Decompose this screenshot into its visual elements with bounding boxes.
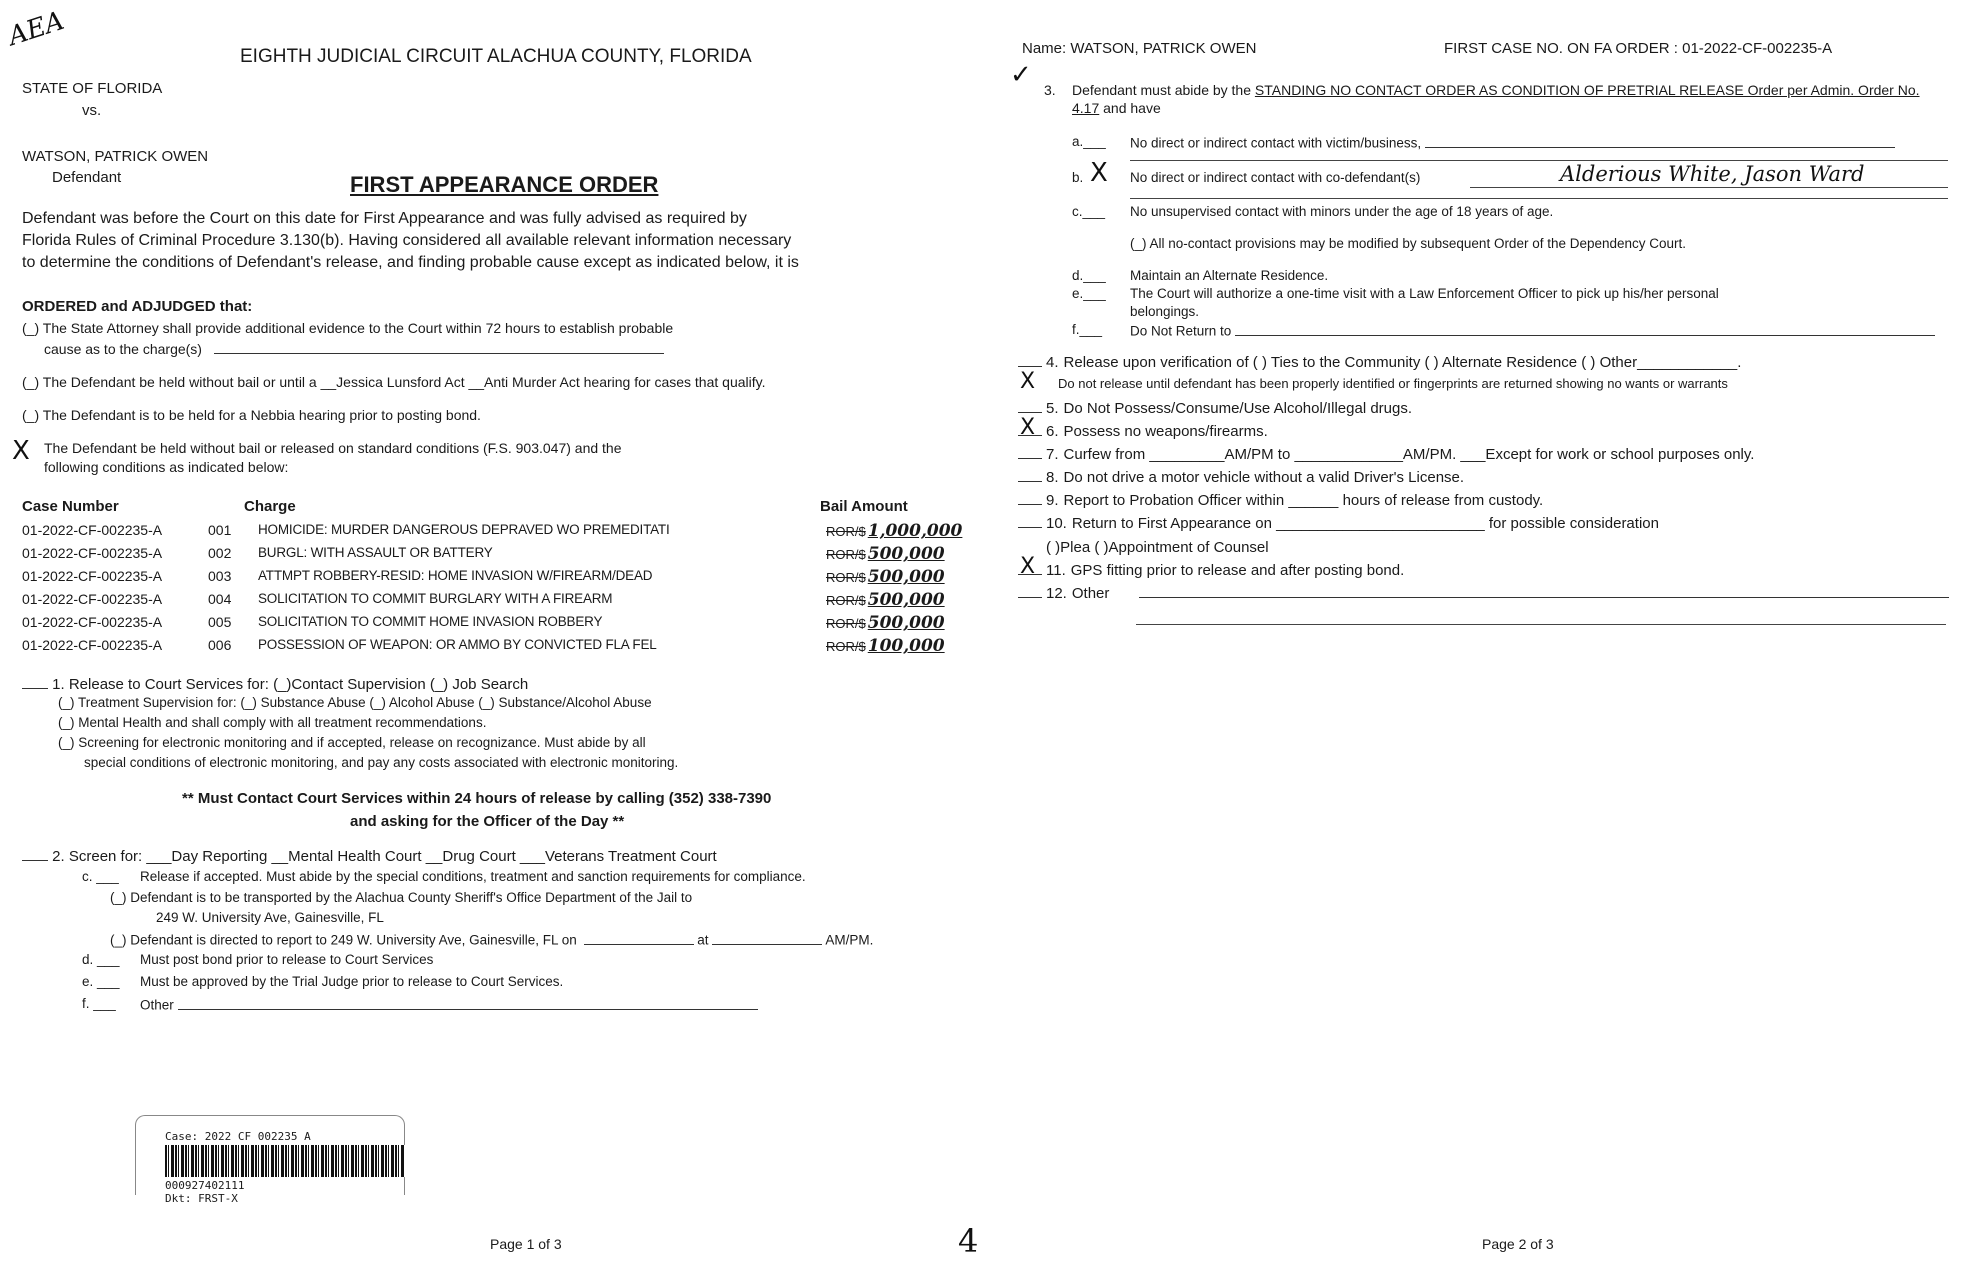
charge-description: POSSESSION OF WEAPON: OR AMMO BY CONVICTED FLA FEL: [258, 637, 657, 652]
bail-amount-handwritten[interactable]: 500,000: [867, 613, 945, 633]
item-1-title: 1. Release to Court Services for: (_)Contact Supervision (_) Job Search: [52, 676, 529, 693]
transport-line-2: 249 W. University Ave, Gainesville, FL: [156, 910, 384, 925]
ordered-item-2: [22, 374, 765, 390]
ordered-item-1-text: The State Attorney shall provide additional evidence to the Court within 72 hours to establish probable: [42, 320, 674, 336]
condition-number: 7.: [1046, 446, 1059, 463]
charge-count: 006: [208, 637, 232, 653]
condition-number: 11.: [1046, 562, 1066, 579]
bail-ror-prefix: ROR/$: [826, 593, 866, 608]
report-at-label: at: [697, 932, 709, 948]
condition-number: 12.: [1046, 585, 1067, 602]
plaintiff-name: STATE OF FLORIDA: [22, 80, 163, 97]
victim-business-blank[interactable]: [1425, 134, 1895, 148]
charge-count: 002: [208, 545, 232, 561]
charge-case-number: 01-2022-CF-002235-A: [22, 637, 163, 653]
condition-text: Report to Probation Officer within ______ hours of release from custody.: [1063, 492, 1544, 509]
x-checkmark-icon: X: [1090, 158, 1108, 188]
col-header-case-number: Case Number: [22, 498, 119, 515]
condition-text: Do not drive a motor vehicle without a valid Driver's License.: [1063, 469, 1465, 486]
col-header-bail-amount: Bail Amount: [820, 498, 908, 515]
defendant-name: WATSON, PATRICK OWEN: [22, 148, 209, 165]
item-3-text-a: Defendant must abide by the: [1072, 82, 1255, 98]
ordered-item-1: [22, 320, 673, 336]
condition-text: Possess no weapons/firearms.: [1063, 423, 1268, 440]
condition-checkbox[interactable]: [1018, 513, 1042, 528]
court-title: EIGHTH JUDICIAL CIRCUIT ALACHUA COUNTY, FLORIDA: [240, 46, 752, 67]
item-3a: [1130, 134, 1895, 151]
item-2f-label[interactable]: f. ___: [82, 996, 116, 1011]
condition-text: GPS fitting prior to release and after posting bond.: [1070, 562, 1405, 579]
initials-handwritten: AEA: [4, 5, 68, 53]
condition-checkbox[interactable]: [1018, 352, 1042, 367]
bail-amount-cell: [826, 638, 945, 655]
condition-text: Do not release until defendant has been properly identified or fingerprints are returned showing no wants or warrants: [1058, 376, 1728, 391]
item-3e-text: The Court will authorize a one-time visit with a Law Enforcement Officer to pick up his/her personal: [1130, 286, 1719, 301]
charge-count: 004: [208, 591, 232, 607]
condition-item: [1018, 537, 1269, 557]
bail-amount-handwritten[interactable]: 500,000: [867, 544, 945, 564]
item-2d-text: Must post bond prior to release to Court Services: [140, 952, 434, 967]
other-blank-1[interactable]: [1139, 583, 1949, 598]
page-2-footer: Page 2 of 3: [1482, 1236, 1554, 1252]
condition-text: Other: [1071, 585, 1110, 602]
condition-checkbox[interactable]: [1018, 490, 1042, 505]
condition-text: Release upon verification of ( ) Ties to the Community ( ) Alternate Residence ( ) Other____________.: [1063, 354, 1742, 371]
item-3d-text: Maintain an Alternate Residence.: [1130, 268, 1329, 283]
charge-description: BURGL: WITH ASSAULT OR BATTERY: [258, 545, 493, 560]
condition-checkbox[interactable]: [1018, 444, 1042, 459]
item-1-release-court-services: [22, 674, 528, 693]
condition-text: Curfew from _________AM/PM to _____________AM/PM. ___Except for work or school purposes only.: [1063, 446, 1755, 463]
item-3a-label[interactable]: a.___: [1072, 134, 1106, 149]
bail-amount-cell: [826, 592, 945, 609]
item-3e-label[interactable]: e.___: [1072, 286, 1106, 301]
bail-amount-handwritten[interactable]: 100,000: [867, 636, 945, 656]
report-ampm-label: AM/PM.: [825, 932, 874, 948]
item-2-title: 2. Screen for: ___Day Reporting __Mental Health Court __Drug Court ___Veterans Treatment Court: [52, 848, 717, 865]
charge-case-number: 01-2022-CF-002235-A: [22, 568, 163, 584]
checkbox-empty[interactable]: (_): [22, 320, 40, 336]
bail-amount-handwritten[interactable]: 500,000: [867, 567, 945, 587]
charges-blank[interactable]: [214, 340, 664, 354]
item-2d-label[interactable]: d. ___: [82, 952, 120, 967]
co-defendant-blank: [1470, 187, 1948, 188]
item-2c-label[interactable]: c. ___: [82, 869, 119, 884]
condition-number: 8.: [1046, 469, 1059, 486]
condition-checkbox[interactable]: [1018, 583, 1042, 598]
condition-number: 10.: [1046, 515, 1067, 532]
item-2c-text: Release if accepted. Must abide by the special conditions, treatment and sanction requirements for compliance.: [140, 869, 806, 884]
item-3-text: [1072, 82, 1920, 98]
condition-number: 4.: [1046, 354, 1059, 371]
x-checkmark-icon: X: [12, 436, 30, 466]
item-1-checkbox[interactable]: [22, 674, 48, 689]
condition-item: [1018, 444, 1754, 464]
charges-prompt: cause as to the charge(s): [44, 341, 202, 357]
ordered-item-1-line2: [44, 340, 664, 357]
item-2f-blank[interactable]: [178, 996, 758, 1010]
item-3e-text-2: belongings.: [1130, 304, 1200, 319]
intro-line-1: Defendant was before the Court on this date for First Appearance and was fully advised as required by: [22, 210, 747, 227]
item-2-checkbox[interactable]: [22, 846, 48, 861]
charge-case-number: 01-2022-CF-002235-A: [22, 591, 163, 607]
item-3a-text: No direct or indirect contact with victim/business,: [1130, 135, 1422, 151]
bail-amount-cell: [826, 615, 945, 632]
bail-ror-prefix: ROR/$: [826, 616, 866, 631]
item-1-line-3: (_) Screening for electronic monitoring and if accepted, release on recognizance. Must abide by all: [58, 735, 646, 750]
page-1-footer: Page 1 of 3: [490, 1236, 562, 1252]
condition-item: [1018, 352, 1741, 372]
standing-order-link[interactable]: STANDING NO CONTACT ORDER AS CONDITION OF PRETRIAL RELEASE Order per Admin. Order No.: [1254, 82, 1920, 98]
transport-line-1: (_) Defendant is to be transported by the Alachua County Sheriff's Office Department of the Jail to: [110, 890, 693, 905]
court-services-notice-2: and asking for the Officer of the Day **: [350, 813, 625, 830]
item-3c-text: No unsupervised contact with minors under the age of 18 years of age.: [1130, 204, 1554, 219]
report-line: [110, 931, 873, 948]
charge-description: SOLICITATION TO COMMIT BURGLARY WITH A FIREARM: [258, 591, 613, 606]
intro-line-2: Florida Rules of Criminal Procedure 3.130(b). Having considered all available relevant information necessary: [22, 232, 792, 249]
x-checkmark-icon: X: [1020, 554, 1036, 579]
condition-checkbox[interactable]: [1018, 467, 1042, 482]
condition-item: [1018, 560, 1404, 580]
x-checkmark-icon: X: [1020, 369, 1036, 394]
barcode-icon: [165, 1145, 405, 1177]
ordered-item-2-text: The Defendant be held without bail or until a __Jessica Lunsford Act __Anti Murder Act hearing for cases that qualify.: [42, 374, 766, 390]
condition-item: [1018, 490, 1543, 510]
margin-mark-handwritten: 4: [958, 1222, 979, 1260]
report-time-blank[interactable]: [712, 931, 822, 945]
condition-text: Return to First Appearance on _________________________ for possible consideration: [1071, 515, 1659, 532]
item-1-line-2: (_) Mental Health and shall comply with all treatment recommendations.: [58, 715, 487, 730]
item-2e-text: Must be approved by the Trial Judge prior to release to Court Services.: [140, 974, 564, 989]
item-2f-other: [140, 996, 758, 1013]
condition-item: [1018, 398, 1412, 418]
condition-item: [1018, 513, 1659, 533]
item-2-screen-for: [22, 846, 717, 865]
bail-ror-prefix: ROR/$: [826, 524, 866, 539]
item-1-line-1: (_) Treatment Supervision for: (_) Substance Abuse (_) Alcohol Abuse (_) Substance/Alcohol Abuse: [58, 695, 652, 710]
intro-line-3: to determine the conditions of Defendant's release, and finding probable cause except as indicated below, it is: [22, 254, 799, 271]
condition-item: [1018, 375, 1728, 392]
charge-case-number: 01-2022-CF-002235-A: [22, 522, 163, 538]
do-not-return-blank[interactable]: [1235, 322, 1935, 336]
bail-amount-cell: [826, 523, 962, 540]
ordered-item-3: [22, 407, 481, 423]
item-3c-label[interactable]: c.___: [1072, 204, 1106, 219]
col-header-charge: Charge: [244, 498, 296, 515]
admin-order-number[interactable]: 4.17: [1072, 100, 1100, 116]
condition-number: 5.: [1046, 400, 1059, 417]
item-3f-text: Do Not Return to: [1130, 323, 1232, 339]
charge-count: 001: [208, 522, 232, 538]
barcode-docket: Dkt: FRST-X: [165, 1192, 238, 1205]
item-3f-label[interactable]: f.___: [1072, 322, 1103, 337]
bail-amount-cell: [826, 569, 945, 586]
defendant-label: Defendant: [52, 169, 122, 186]
versus-label: vs.: [82, 102, 102, 119]
charge-description: SOLICITATION TO COMMIT HOME INVASION ROBBERY: [258, 614, 603, 629]
co-defendant-rule-bottom: [1130, 198, 1948, 199]
ordered-item-4-line2: following conditions as indicated below:: [44, 459, 289, 475]
condition-text: Do Not Possess/Consume/Use Alcohol/Illegal drugs.: [1063, 400, 1413, 417]
bail-ror-prefix: ROR/$: [826, 547, 866, 562]
condition-item: [1018, 421, 1268, 441]
condition-text: ( )Plea ( )Appointment of Counsel: [1046, 539, 1269, 556]
item-3-text-b: and have: [1099, 100, 1161, 116]
other-blank-2: [1136, 624, 1946, 625]
charge-count: 005: [208, 614, 232, 630]
bail-amount-cell: [826, 546, 945, 563]
charge-description: ATTMPT ROBBERY-RESID: HOME INVASION W/FIREARM/DEAD: [258, 568, 653, 583]
checkbox-empty[interactable]: (_): [22, 374, 40, 390]
checkbox-empty[interactable]: (_): [22, 407, 40, 423]
bail-ror-prefix: ROR/$: [826, 639, 866, 654]
report-text: (_) Defendant is directed to report to 249 W. University Ave, Gainesville, FL on: [110, 932, 577, 948]
order-title: FIRST APPEARANCE ORDER: [350, 172, 659, 197]
item-3b-label: b.: [1072, 170, 1084, 185]
charge-case-number: 01-2022-CF-002235-A: [22, 545, 163, 561]
bail-amount-handwritten[interactable]: 500,000: [867, 590, 945, 610]
ordered-item-3-text: The Defendant is to be held for a Nebbia hearing prior to posting bond.: [42, 407, 481, 423]
check-mark-icon: ✓: [1010, 60, 1032, 90]
condition-number: 6.: [1046, 423, 1059, 440]
co-defendant-rule-top: [1130, 160, 1948, 161]
first-case-number: FIRST CASE NO. ON FA ORDER : 01-2022-CF-002235-A: [1444, 40, 1833, 57]
bail-amount-handwritten[interactable]: 1,000,000: [867, 521, 963, 541]
condition-item: [1018, 467, 1464, 487]
report-date-blank[interactable]: [584, 931, 694, 945]
item-2e-label[interactable]: e. ___: [82, 974, 120, 989]
condition-checkbox[interactable]: [1018, 398, 1042, 413]
court-services-notice-1: ** Must Contact Court Services within 24 hours of release by calling (352) 338-7390: [182, 790, 772, 807]
co-defendant-names-handwritten[interactable]: Alderious White, Jason Ward: [1560, 162, 1865, 186]
charge-case-number: 01-2022-CF-002235-A: [22, 614, 163, 630]
dependency-court-note: (_) All no-contact provisions may be modified by subsequent Order of the Dependency Court.: [1130, 236, 1687, 251]
charge-count: 003: [208, 568, 232, 584]
condition-number: 9.: [1046, 492, 1059, 509]
barcode-case: Case: 2022 CF 002235 A: [165, 1130, 311, 1143]
condition-item: [1018, 583, 1949, 603]
page-2: [1000, 0, 1973, 1276]
item-3d-label[interactable]: d.___: [1072, 268, 1106, 283]
barcode-number: 000927402111: [165, 1179, 245, 1192]
ordered-item-4-text: The Defendant be held without bail or released on standard conditions (F.S. 903.047) and the: [44, 440, 622, 456]
item-3-number: 3.: [1044, 82, 1056, 98]
bail-ror-prefix: ROR/$: [826, 570, 866, 585]
item-3f: [1130, 322, 1935, 339]
name-header: Name: WATSON, PATRICK OWEN: [1022, 40, 1257, 57]
item-3-text-line2: [1072, 100, 1161, 116]
item-1-line-4: special conditions of electronic monitoring, and pay any costs associated with electronic monitoring.: [84, 755, 679, 770]
x-checkmark-icon: X: [1020, 415, 1036, 440]
charge-description: HOMICIDE: MURDER DANGEROUS DEPRAVED WO PREMEDITATI: [258, 522, 670, 537]
item-2f-text: Other: [140, 997, 174, 1013]
item-3b-text: No direct or indirect contact with co-defendant(s): [1130, 170, 1421, 185]
ordered-heading: ORDERED and ADJUDGED that:: [22, 298, 253, 315]
